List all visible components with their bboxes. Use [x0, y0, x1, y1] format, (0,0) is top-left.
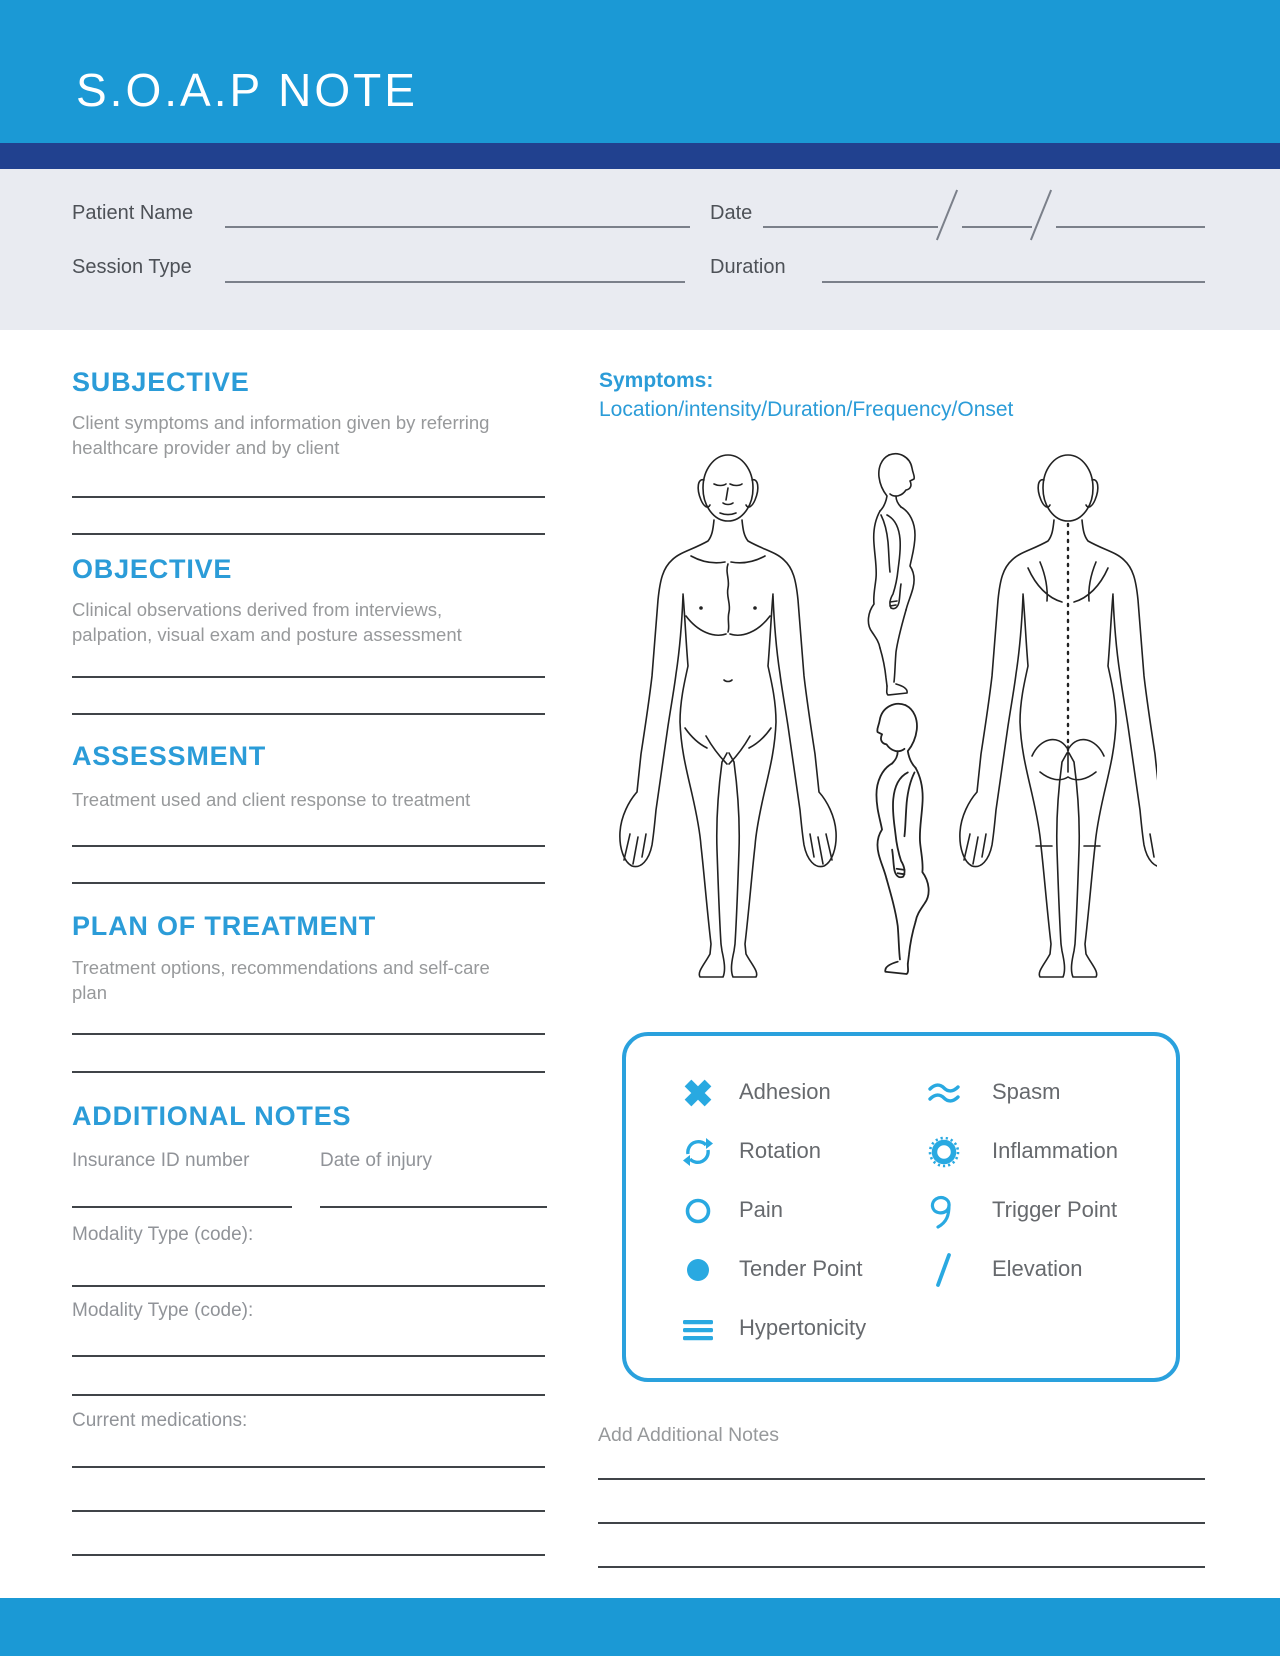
- subjective-description: Client symptoms and information given by referring healthcare provider and by client: [72, 412, 490, 458]
- assessment-description: Treatment used and client response to treatment: [72, 789, 471, 810]
- plan-description: Treatment options, recommendations and self-care plan: [72, 957, 490, 1003]
- triple-lines-icon: [680, 1311, 716, 1347]
- objective-input-line-2[interactable]: [72, 713, 545, 715]
- legend-label-trigger-point: Trigger Point: [992, 1197, 1118, 1222]
- modality-type-label-2: Modality Type (code):: [72, 1300, 254, 1321]
- hook-icon: [926, 1193, 962, 1229]
- legend-label-pain: Pain: [739, 1197, 784, 1222]
- plan-heading: PLAN OF TREATMENT: [72, 911, 377, 941]
- current-medications-label: Current medications:: [72, 1410, 248, 1431]
- add-additional-notes-label: Add Additional Notes: [598, 1424, 780, 1446]
- medications-input-line-1[interactable]: [72, 1466, 545, 1468]
- symptoms-title: Symptoms:: [599, 369, 714, 392]
- slash-icon: [926, 1252, 962, 1288]
- additional-notes-input-line-3[interactable]: [598, 1566, 1205, 1568]
- objective-description: Clinical observations derived from interviews, palpation, visual exam and posture assessment: [72, 599, 462, 645]
- patient-name-input-line[interactable]: [225, 226, 690, 228]
- medications-input-line-2[interactable]: [72, 1510, 545, 1512]
- subjective-input-line-1[interactable]: [72, 496, 545, 498]
- duration-label: Duration: [710, 256, 786, 278]
- legend-label-tender-point: Tender Point: [739, 1256, 863, 1281]
- navy-stripe: [0, 143, 1280, 169]
- additional-notes-input-line-2[interactable]: [598, 1522, 1205, 1524]
- plan-input-line-1[interactable]: [72, 1033, 545, 1035]
- waves-icon: [926, 1075, 962, 1111]
- date-of-injury-input-line[interactable]: [320, 1206, 547, 1208]
- circle-outline-icon: [680, 1193, 716, 1229]
- legend-label-elevation: Elevation: [992, 1256, 1083, 1281]
- date-day-input-line[interactable]: [962, 226, 1032, 228]
- insurance-id-input-line[interactable]: [72, 1206, 292, 1208]
- additional-notes-input-line-1[interactable]: [598, 1478, 1205, 1480]
- x-icon: [680, 1075, 716, 1111]
- assessment-input-line-2[interactable]: [72, 882, 545, 884]
- objective-heading: OBJECTIVE: [72, 554, 233, 584]
- legend-label-spasm: Spasm: [992, 1079, 1061, 1104]
- body-side-view-top: [868, 454, 915, 695]
- gear-circle-icon: [926, 1134, 962, 1170]
- rotation-icon: [680, 1134, 716, 1170]
- symptoms-subtitle: Location/intensity/Duration/Frequency/Onset: [599, 398, 1014, 421]
- patient-name-label: Patient Name: [72, 202, 194, 224]
- legend-label-adhesion: Adhesion: [739, 1079, 831, 1104]
- modality-input-line-2[interactable]: [72, 1355, 545, 1357]
- plan-input-line-2[interactable]: [72, 1071, 545, 1073]
- date-month-input-line[interactable]: [763, 226, 938, 228]
- body-side-view-bottom: [876, 704, 928, 974]
- assessment-heading: ASSESSMENT: [72, 741, 267, 771]
- date-label: Date: [710, 202, 753, 224]
- body-front-view: [620, 455, 836, 977]
- subjective-heading: SUBJECTIVE: [72, 367, 250, 397]
- legend-label-inflammation: Inflammation: [992, 1138, 1118, 1163]
- insurance-id-label: Insurance ID number: [72, 1150, 250, 1171]
- medications-input-line-3[interactable]: [72, 1554, 545, 1556]
- modality-type-label-1: Modality Type (code):: [72, 1224, 254, 1245]
- objective-input-line-1[interactable]: [72, 676, 545, 678]
- modality-input-line-3[interactable]: [72, 1394, 545, 1396]
- legend-label-hypertonicity: Hypertonicity: [739, 1315, 867, 1340]
- patient-info-panel: [0, 169, 1280, 330]
- date-year-input-line[interactable]: [1056, 226, 1205, 228]
- legend-label-rotation: Rotation: [739, 1138, 821, 1163]
- body-back-view: [960, 455, 1157, 977]
- additional-notes-heading: ADDITIONAL NOTES: [72, 1101, 352, 1131]
- circle-filled-icon: [680, 1252, 716, 1288]
- body-diagram[interactable]: [577, 420, 1157, 985]
- date-of-injury-label: Date of injury: [320, 1150, 432, 1171]
- assessment-input-line-1[interactable]: [72, 845, 545, 847]
- page-title: S.O.A.P NOTE: [76, 64, 418, 116]
- symptom-legend-box: [622, 1032, 1180, 1382]
- modality-input-line-1[interactable]: [72, 1285, 545, 1287]
- subjective-input-line-2[interactable]: [72, 533, 545, 535]
- session-type-input-line[interactable]: [225, 281, 685, 283]
- session-type-label: Session Type: [72, 256, 192, 278]
- footer-bar: [0, 1598, 1280, 1656]
- duration-input-line[interactable]: [822, 281, 1205, 283]
